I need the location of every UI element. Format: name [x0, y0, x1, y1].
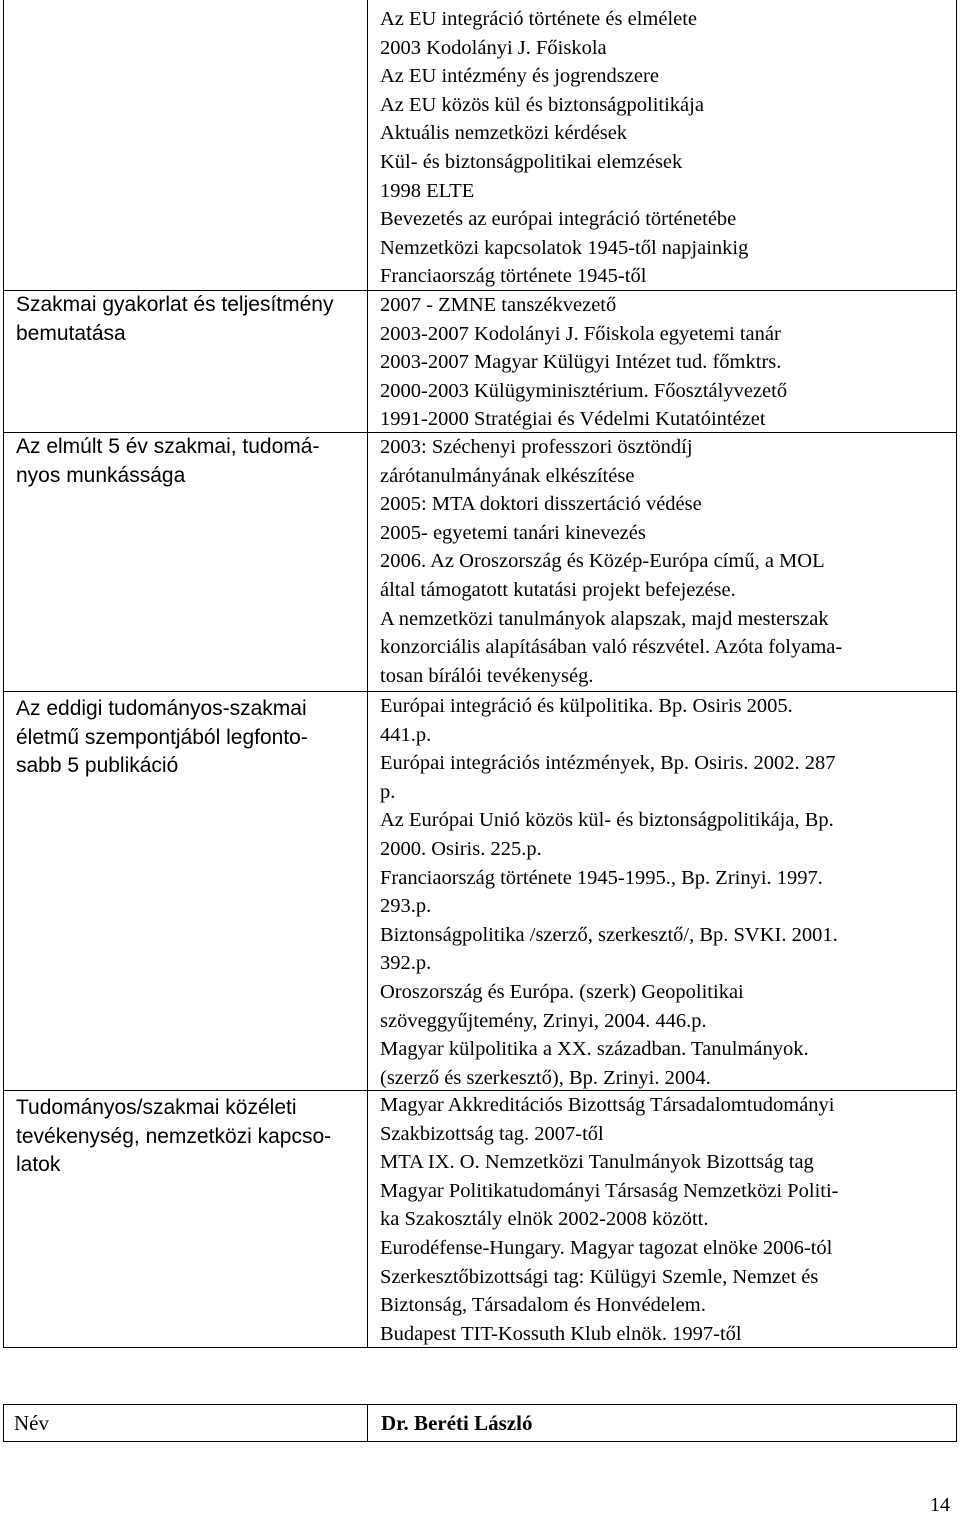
row-content-line: konzorciális alapításában való részvétel. Azóta folyama- [380, 636, 843, 659]
row-content-line: szöveggyűjtemény, Zrinyi, 2004. 446.p. [380, 1009, 707, 1032]
row-label-line: sabb 5 publikáció [16, 754, 179, 778]
name-value: Dr. Beréti László [381, 1411, 533, 1435]
row-content-line: Kül- és biztonságpolitikai elemzések [380, 151, 683, 173]
row-content-line: 2003 Kodolányi J. Főiskola [380, 36, 607, 59]
row-content-line: Az EU közös kül és biztonságpolitikája [380, 93, 704, 116]
row-content-line: 441.p. [380, 723, 432, 746]
row-label [16, 433, 361, 490]
row-content-line: MTA IX. O. Nemzetközi Tanulmányok Bizottság tag [380, 1151, 814, 1174]
row-content-line: 2003: Széchenyi professzori ösztöndíj [380, 436, 693, 458]
row-label-line: Az eddigi tudományos-szakmai [16, 697, 307, 720]
row-label-line: életmű szempontjából legfonto- [16, 725, 308, 749]
row-content-line: Biztonság, Társadalom és Honvédelem. [380, 1294, 706, 1317]
row-label-line: Tudományos/szakmai közéleti [16, 1096, 297, 1119]
row-label-line: nyos munkássága [16, 463, 186, 487]
row-content-line: 2000. Osiris. 225.p. [380, 838, 542, 860]
row-content-line: Magyar külpolitika a XX. században. Tanulmányok. [380, 1038, 809, 1061]
row-content-line: Az EU intézmény és jogrendszere [380, 65, 659, 88]
row-label [16, 695, 361, 781]
row-label-line: Az elmúlt 5 év szakmai, tudomá- [16, 435, 320, 458]
row-content-line: ka Szakosztály elnök 2002-2008 között. [380, 1208, 709, 1231]
row-content-line: Európai integráció és külpolitika. Bp. Osiris 2005. [380, 695, 793, 717]
row-content-line: Franciaország története 1945-től [380, 265, 647, 288]
row-content-line: 2005: MTA doktori disszertáció védése [380, 493, 702, 516]
row-content-line: Bevezetés az európai integráció történetébe [380, 208, 737, 231]
row-content-line: tosan bírálói tevékenység. [380, 664, 594, 687]
page-number: 14 [930, 1494, 950, 1516]
row-content-line: Aktuális nemzetközi kérdések [380, 122, 628, 145]
row-content-line: Szakbizottság tag. 2007-től [380, 1122, 604, 1145]
row-content-line: által támogatott kutatási projekt befejezése. [380, 579, 736, 601]
row-content-line: Szerkesztőbizottsági tag: Külügyi Szemle, Nemzet és [380, 1265, 819, 1288]
row-content-line: Biztonságpolitika /szerző, szerkesztő/, Bp. SVKI. 2001. [380, 923, 838, 946]
row-content-line: 392.p. [380, 952, 432, 975]
row-content-line: 2006. Az Oroszország és Közép-Európa című, a MOL [380, 550, 825, 573]
row-label [16, 291, 361, 348]
row-content-line: 2007 - ZMNE tanszékvezető [380, 294, 617, 316]
row-content-line: 2000-2003 Külügyminisztérium. Főosztályvezető [380, 379, 788, 402]
row-content-line: Európai integrációs intézmények, Bp. Osiris. 2002. 287 [380, 752, 836, 775]
row-content-line: 1998 ELTE [380, 179, 475, 202]
row-content-line: 1991-2000 Stratégiai és Védelmi Kutatóintézet [380, 408, 766, 431]
row-content-line: 2005- egyetemi tanári kinevezés [380, 521, 646, 544]
row-content-line: Franciaország története 1945-1995., Bp. Zrinyi. 1997. [380, 866, 823, 889]
column-divider [367, 0, 368, 1348]
row-content-line: Az Európai Unió közös kül- és biztonságpolitikája, Bp. [380, 809, 834, 832]
row-content-line: Oroszország és Európa. (szerk) Geopolitikai [380, 981, 744, 1003]
row-content-line: Budapest TIT-Kossuth Klub elnök. 1997-től [380, 1322, 742, 1345]
name-label: Név [14, 1411, 49, 1435]
row-content-line: 2003-2007 Kodolányi J. Főiskola egyetemi tanár [380, 322, 781, 345]
row-label-line: tevékenység, nemzetközi kapcso- [16, 1124, 332, 1148]
row-content-line: A nemzetközi tanulmányok alapszak, majd mesterszak [380, 607, 829, 630]
row-content-line: (szerző és szerkesztő), Bp. Zrinyi. 2004. [380, 1066, 711, 1089]
row-content-line: p. [380, 780, 396, 803]
row-content-line: Eurodéfense-Hungary. Magyar tagozat elnöke 2006-tól [380, 1237, 833, 1259]
row-content-line: Magyar Akkreditációs Bizottság Társadalomtudományi [380, 1094, 835, 1116]
row-label [16, 1094, 361, 1180]
row-content-line: Az EU integráció története és elmélete [380, 8, 698, 30]
row-content-line: Magyar Politikatudományi Társaság Nemzetközi Politi- [380, 1179, 839, 1202]
name-column-divider [367, 1404, 368, 1442]
row-label-line: Szakmai gyakorlat és teljesítmény [16, 293, 334, 316]
row-label-line: latok [16, 1153, 61, 1177]
row-content-line: zárótanulmányának elkészítése [380, 464, 635, 487]
row-content-line: Nemzetközi kapcsolatok 1945-től napjainkig [380, 236, 749, 259]
row-content-line: 2003-2007 Magyar Külügyi Intézet tud. főmktrs. [380, 351, 782, 374]
row-label-line: bemutatása [16, 321, 126, 345]
row-content-line: 293.p. [380, 895, 432, 918]
